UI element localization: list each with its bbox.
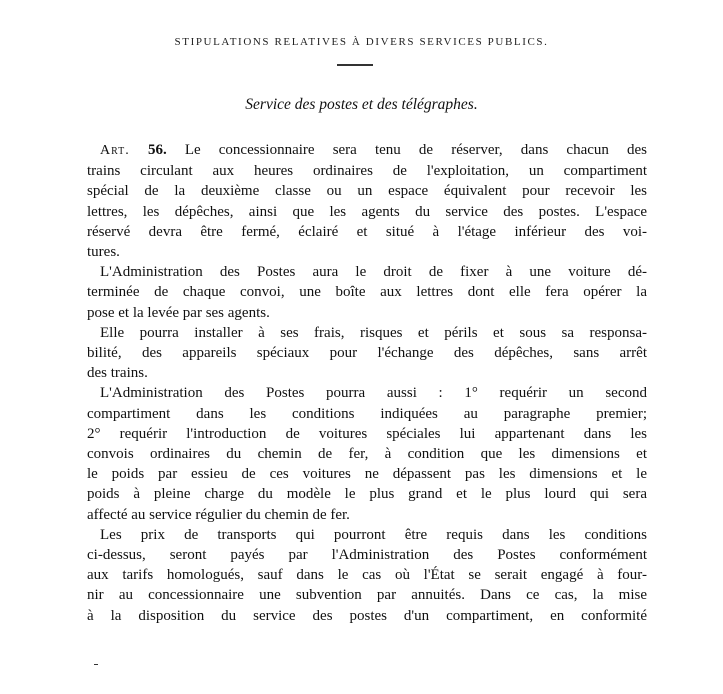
text-line: bilité, des appareils spéciaux pour l'échange des dépêches, sans arrêt [87, 345, 647, 362]
text-line: pose et la levée par ses agents. [87, 304, 270, 321]
text-line: L'Administration des Postes aura le droit de fixer à une voiture dé- [100, 264, 647, 281]
text-line: poids à pleine charge du modèle le plus grand et le plus lourd qui sera [87, 486, 647, 503]
text-line: L'Administration des Postes pourra aussi : 1° requérir un second [100, 385, 647, 402]
paragraph-2 [87, 262, 647, 323]
text-line-content: Le concessionnaire sera tenu de réserver, dans chacun des [166, 142, 648, 158]
section-title: Service des postes et des télégraphes. [245, 96, 478, 113]
text-line: terminée de chaque convoi, une boîte aux lettres dont elle fera opérer la [87, 284, 647, 301]
text-line: affecté au service régulier du chemin de fer. [87, 506, 350, 523]
text-line: réservé devra être fermé, éclairé et situé à l'étage inférieur des voi- [87, 223, 647, 240]
text-line: lettres, les dépêches, ainsi que les agents du service des postes. L'espace [87, 203, 647, 220]
paragraph-1 [87, 140, 647, 262]
text-line: trains circulant aux heures ordinaires de l'exploitation, un compartiment [87, 163, 647, 180]
text-line: à la disposition du service des postes d'un compartiment, en conformité [87, 607, 647, 624]
running-head: STIPULATIONS RELATIVES À DIVERS SERVICES PUBLICS. [174, 36, 549, 48]
text-line: compartiment dans les conditions indiquées au paragraphe premier; [87, 405, 647, 422]
article-number: 56. [147, 142, 167, 158]
text-line [87, 140, 647, 161]
article-label: Art. [100, 143, 130, 158]
article-body [87, 140, 647, 626]
paragraph-3 [87, 323, 647, 384]
text-line: aux tarifs homologués, sauf dans le cas où l'État se serait engagé à four- [87, 567, 647, 584]
paragraph-4 [87, 383, 647, 524]
paragraph-5 [87, 525, 647, 626]
text-line: spécial de la deuxième classe ou un espace équivalent pour recevoir les [87, 183, 647, 200]
text-line: tures. [87, 244, 120, 261]
text-line: Les prix de transports qui pourront être requis dans les conditions [100, 526, 647, 543]
header-rule [337, 64, 373, 66]
stray-ink-mark [94, 664, 98, 665]
text-line: 2° requérir l'introduction de voitures spéciales lui appartenant dans les [87, 425, 647, 442]
text-line: ci-dessus, seront payés par l'Administration des Postes conformément [87, 547, 647, 564]
text-line: Elle pourra installer à ses frais, risques et périls et sous sa responsa- [100, 324, 647, 341]
text-line: le poids par essieu de ces voitures ne dépassent pas les dimensions et le [87, 466, 647, 483]
text-line: des trains. [87, 365, 148, 382]
text-line: convois ordinaires du chemin de fer, à condition que les dimensions et [87, 446, 647, 463]
text-line: nir au concessionnaire une subvention par annuités. Dans ce cas, la mise [87, 587, 647, 604]
